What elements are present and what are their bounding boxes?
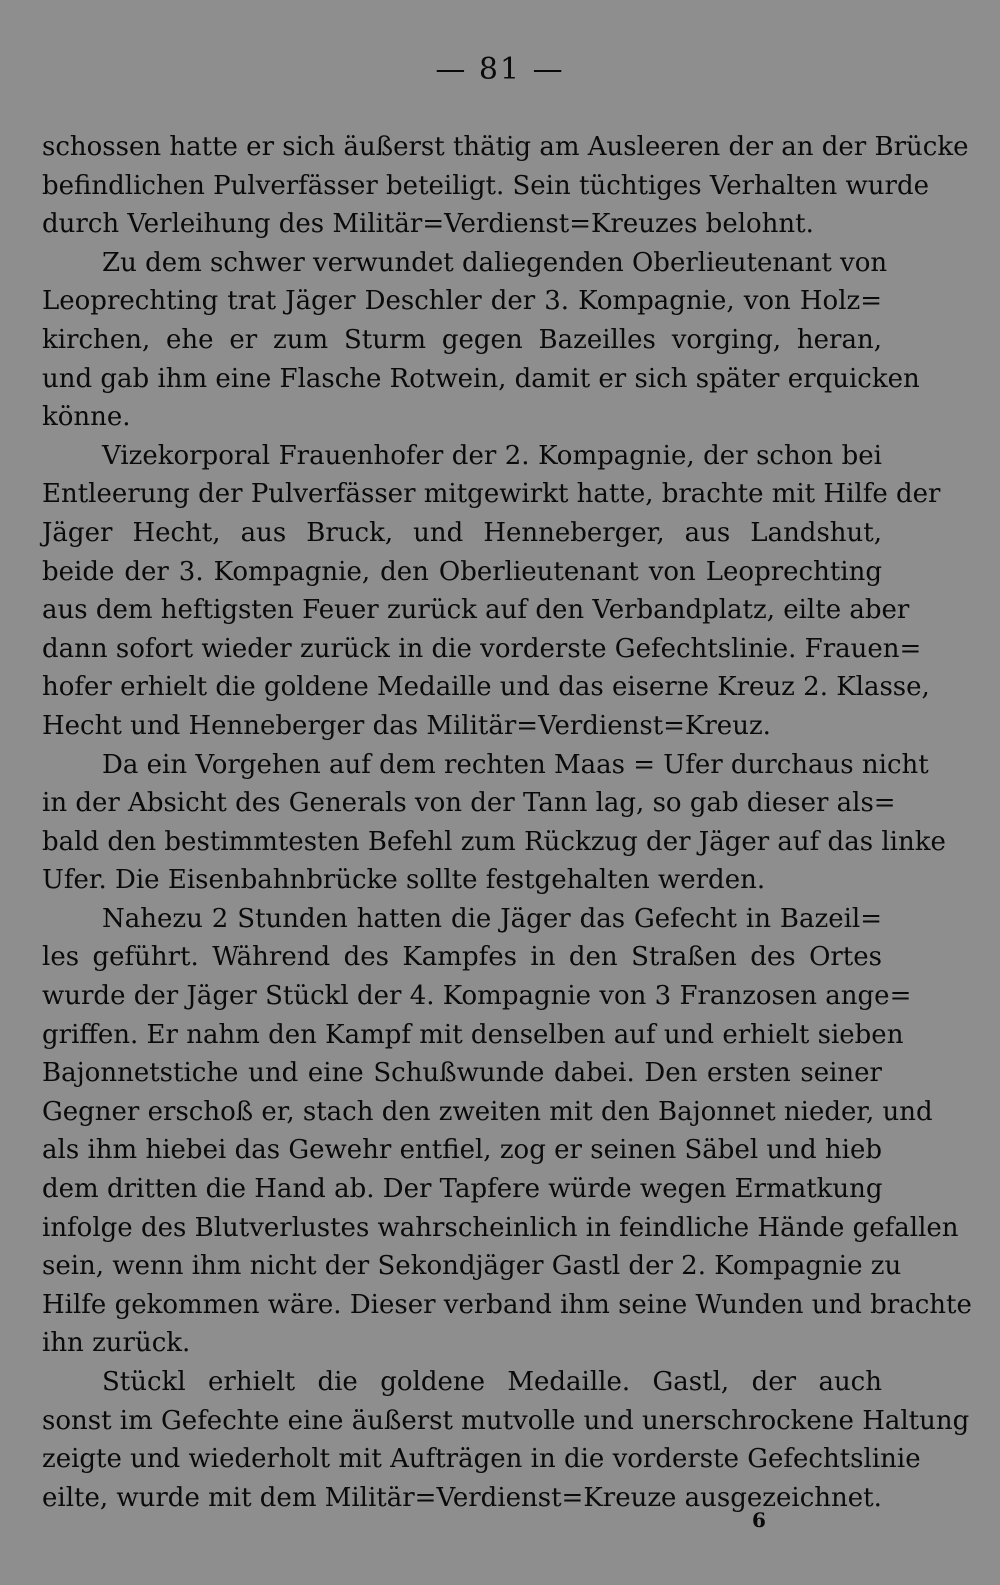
text-line: les geführt. Während des Kampfes in den Straßen des Ortes: [42, 942, 882, 973]
page-number: — 81 —: [435, 52, 565, 87]
text-line: aus dem heftigsten Feuer zurück auf den Verbandplatz, eilte aber: [42, 595, 910, 626]
text-line: Entleerung der Pulverfässer mitgewirkt hatte, brachte mit Hilfe der: [42, 479, 941, 510]
text-line: eilte, wurde mit dem Militär=Verdienst=Kreuze ausgezeichnet.: [42, 1482, 882, 1513]
text-line: ihn zurück.: [42, 1328, 191, 1359]
text-line: Hecht und Henneberger das Militär=Verdienst=Kreuz.: [42, 710, 771, 741]
text-line: sonst im Gefechte eine äußerst mutvolle und unerschrockene Haltung: [42, 1405, 970, 1436]
text-line: Nahezu 2 Stunden hatten die Jäger das Gefecht in Bazeil=: [102, 903, 882, 934]
text-line: Leoprechting trat Jäger Deschler der 3. Kompagnie, von Holz=: [42, 286, 882, 317]
text-line: Ufer. Die Eisenbahnbrücke sollte festgehalten werden.: [42, 865, 766, 896]
text-line: Jäger Hecht, aus Bruck, und Henneberger, aus Landshut,: [42, 517, 882, 548]
text-line: und gab ihm eine Flasche Rotwein, damit er sich später erquicken: [42, 363, 920, 394]
text-line: beide der 3. Kompagnie, den Oberlieutenant von Leoprechting: [42, 556, 882, 587]
text-line: zeigte und wiederholt mit Aufträgen in die vorderste Gefechtslinie: [42, 1444, 921, 1475]
text-line: kirchen, ehe er zum Sturm gegen Bazeilles vorging, heran,: [42, 324, 882, 355]
text-line: könne.: [42, 402, 131, 433]
signature-mark: 6: [752, 1508, 766, 1532]
text-line: dann sofort wieder zurück in die vorderste Gefechtslinie. Frauen=: [42, 633, 922, 664]
text-line: sein, wenn ihm nicht der Sekondjäger Gastl der 2. Kompagnie zu: [42, 1251, 902, 1282]
text-line: Hilfe gekommen wäre. Dieser verband ihm seine Wunden und brachte: [42, 1289, 972, 1320]
text-line: infolge des Blutverlustes wahrscheinlich in feindliche Hände gefallen: [42, 1212, 959, 1243]
text-line: Da ein Vorgehen auf dem rechten Maas = Ufer durchaus nicht: [102, 749, 929, 780]
text-line: in der Absicht des Generals von der Tann lag, so gab dieser als=: [42, 788, 896, 819]
text-line: bald den bestimmtesten Befehl zum Rückzug der Jäger auf das linke: [42, 826, 946, 857]
text-line: als ihm hiebei das Gewehr entfiel, zog er seinen Säbel und hieb: [42, 1135, 882, 1166]
text-line: Gegner erschoß er, stach den zweiten mit den Bajonnet nieder, und: [42, 1096, 933, 1127]
text-line: durch Verleihung des Militär=Verdienst=Kreuzes belohnt.: [42, 209, 814, 240]
body-text: [42, 128, 972, 1517]
text-line: Bajonnetstiche und eine Schußwunde dabei. Den ersten seiner: [42, 1058, 882, 1089]
text-line: Vizekorporal Frauenhofer der 2. Kompagnie, der schon bei: [102, 440, 882, 471]
text-line: dem dritten die Hand ab. Der Tapfere würde wegen Ermatkung: [42, 1174, 883, 1205]
text-line: griffen. Er nahm den Kampf mit denselben auf und erhielt sieben: [42, 1019, 904, 1050]
text-line: befindlichen Pulverfässer beteiligt. Sein tüchtiges Verhalten wurde: [42, 170, 929, 201]
text-line: wurde der Jäger Stückl der 4. Kompagnie von 3 Franzosen ange=: [42, 981, 912, 1012]
text-line: Zu dem schwer verwundet daliegenden Oberlieutenant von: [102, 247, 888, 278]
text-line: Stückl erhielt die goldene Medaille. Gastl, der auch: [102, 1367, 882, 1397]
text-line: hofer erhielt die goldene Medaille und das eiserne Kreuz 2. Klasse,: [42, 672, 930, 703]
text-line: schossen hatte er sich äußerst thätig am Ausleeren der an der Brücke: [42, 132, 969, 162]
